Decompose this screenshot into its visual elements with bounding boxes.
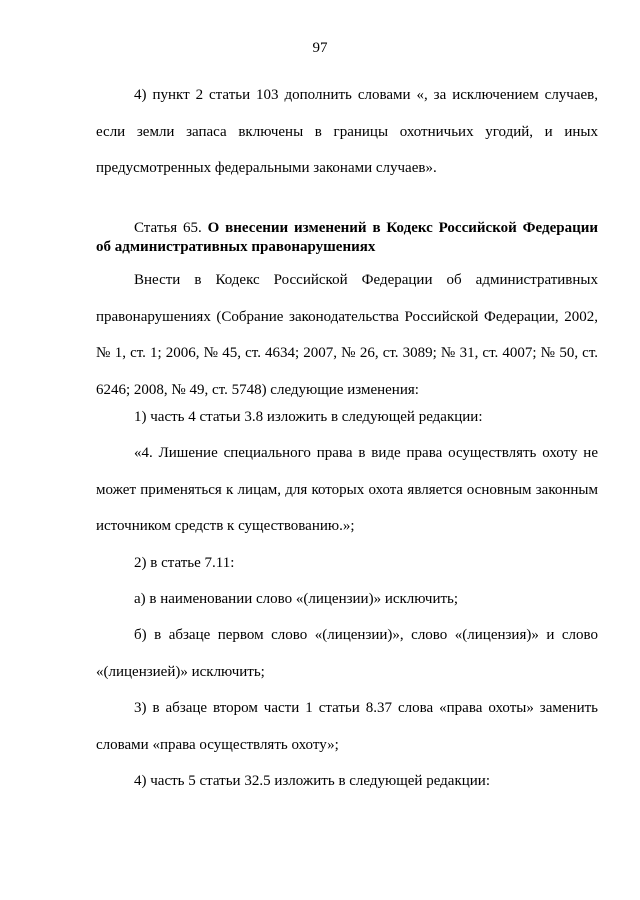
paragraph-item-2: 2) в статье 7.11: <box>134 555 235 571</box>
paragraph-item-a: а) в наименовании слово «(лицензии)» исключить; <box>134 591 459 607</box>
paragraph-item-b: б) в абзаце первом слово «(лицензии)», слово «(лицензия)» и слово «(лицензией)» исключить; <box>96 627 598 680</box>
paragraph-item-4-land-reserve: 4) пункт 2 статьи 103 дополнить словами «, за исключением случаев, если земли запаса включены в границы охотничьих угодий, и иных предусмотренных федеральными законами случаев». <box>96 87 598 176</box>
paragraph-item-1: 1) часть 4 статьи 3.8 изложить в следующей редакции: <box>134 409 483 425</box>
article-label: Статья 65. <box>134 220 202 236</box>
paragraph-introduce-changes: Внести в Кодекс Российской Федерации об административных правонарушениях (Собрание законодательства Российской Федерации, 2002, № 1, ст. 1; 2006, № 45, ст. 4634; 2007, № 26, ст. 3089; № 31, ст. 4007; № 50, ст. 6246; 2008, № 49, ст. 5748) следующие изменения: <box>96 272 598 398</box>
paragraph-item-3: 3) в абзаце втором части 1 статьи 8.37 слова «права охоты» заменить словами «права осуществлять охоту»; <box>96 700 598 753</box>
paragraph-item-4-article-32-5: 4) часть 5 статьи 32.5 изложить в следующей редакции: <box>134 773 490 789</box>
page-number: 97 <box>312 40 328 56</box>
paragraph-quote-4: «4. Лишение специального права в виде права осуществлять охоту не может применяться к лицам, для которых охота является основным законным источником средств к существованию.»; <box>96 445 598 534</box>
article-title: О внесении изменений в Кодекс Российской Федерации об административных правонарушениях <box>96 220 599 255</box>
article-heading <box>96 219 598 257</box>
